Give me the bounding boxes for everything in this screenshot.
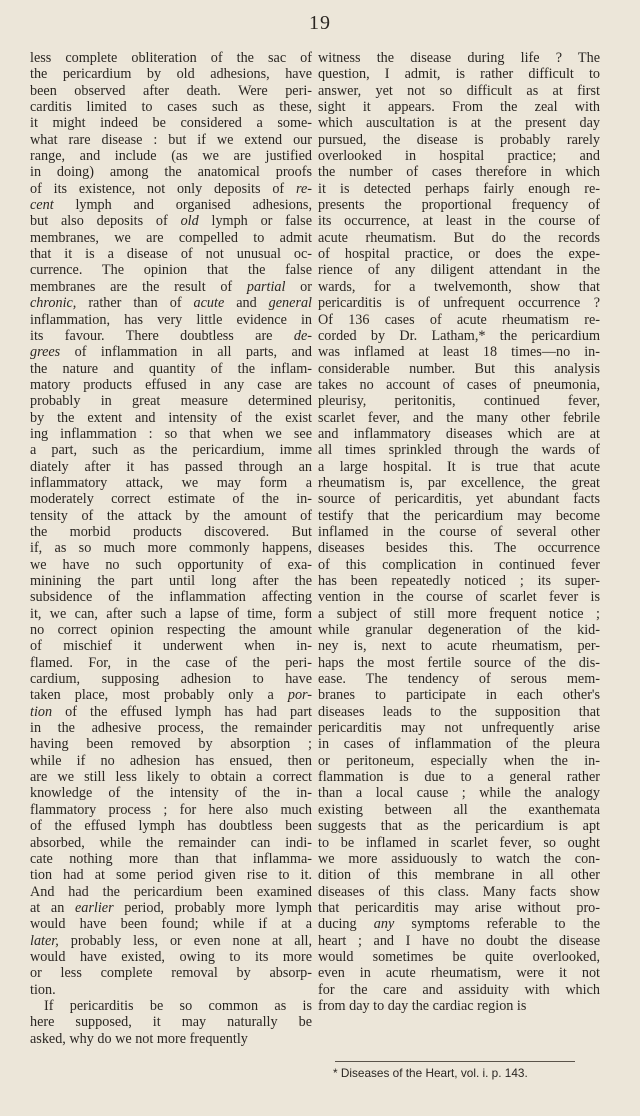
text-line: moderately correct estimate of the in- — [30, 491, 312, 508]
text-line: been observed after death. Were peri- — [30, 82, 312, 99]
text-line: rheumatism is, par excellence, the great — [318, 474, 600, 491]
text-line: answer, yet not so difficult as at first — [318, 82, 600, 99]
text-line: was inflamed at least 18 times—no in- — [318, 344, 600, 361]
text-line: a large hospital. It is true that acute — [318, 458, 600, 475]
text-line: range, and include (as we are justified — [30, 148, 312, 165]
text-line: its favour. There doubtless are de- — [30, 327, 312, 344]
text-line: takes no account of cases of pneumonia, — [318, 376, 600, 393]
text-line: ney is, next to acute rheumatism, per- — [318, 638, 600, 655]
text-line: later, probably less, or even none at all, — [30, 932, 312, 949]
text-line: membranes, we are compelled to admit — [30, 229, 312, 246]
text-line: absorbed, while the remainder can indi- — [30, 834, 312, 851]
text-line: which auscultation is at the present day — [318, 115, 600, 132]
text-line: minining the part until long after the — [30, 573, 312, 589]
text-line: corded by Dr. Latham,* the pericardium — [318, 327, 600, 344]
text-line: from day to day the cardiac region is — [318, 997, 527, 1014]
text-line: it is detected perhaps fairly enough re- — [318, 180, 600, 197]
text-line: that it is a disease of not unusual oc- — [30, 246, 312, 263]
text-line: rience of any diligent attendant in the — [318, 262, 600, 279]
right-column — [318, 50, 600, 1014]
text-line: all times sprinkled through the wards of — [318, 442, 600, 459]
text-line: that pericarditis may arise without pro- — [318, 899, 600, 916]
text-line: ing inflammation : so that when we see — [30, 425, 312, 442]
text-line: witness the disease during life ? The — [318, 50, 600, 66]
page-number: 19 — [309, 12, 331, 34]
text-line: of its existence, not only deposits of re- — [30, 180, 312, 197]
text-line: diately after it has passed through an — [30, 458, 312, 475]
text-line: for the care and assiduity with which — [318, 981, 600, 998]
text-line: tion of the effused lymph has had part — [30, 703, 312, 720]
text-line: its occurrence, at least in the course of — [318, 213, 600, 230]
text-line: the number of cases therefore in which — [318, 164, 600, 181]
text-line: diseases of this class. Many facts show — [318, 883, 600, 900]
text-line: ducing any symptoms referable to the — [318, 916, 600, 933]
text-line: suggests that as the pericardium is apt — [318, 818, 600, 835]
text-line: flammation is due to a general rather — [318, 769, 600, 786]
text-line: heart ; and I have no doubt the disease — [318, 932, 600, 949]
text-line: and inflammatory diseases which are at — [318, 425, 600, 442]
text-line: would sometimes be quite overlooked, — [318, 948, 600, 965]
text-line: a part, such as the pericardium, imme — [30, 442, 312, 459]
text-line: acute rheumatism. But do the records — [318, 229, 600, 246]
text-line: scarlet fever, and the many other febrile — [318, 409, 600, 426]
text-line: the pericardium by old adhesions, have — [30, 66, 312, 83]
text-line: presents the proportional frequency of — [318, 197, 600, 214]
text-line: knowledge of the intensity of the in- — [30, 785, 312, 802]
text-line: membranes are the result of partial or — [30, 278, 312, 295]
text-line: pericarditis is of unfrequent occurrence ? — [318, 295, 600, 312]
text-line: of hospital practice, or does the expe- — [318, 246, 600, 263]
text-line: inflammatory attack, we may form a — [30, 474, 312, 491]
text-line: than a local cause ; while the analogy — [318, 785, 600, 802]
text-line: pleurisy, peritonitis, continued fever, — [318, 393, 600, 410]
text-line: tion. — [30, 981, 56, 998]
text-line: subsidence of the inflammation affecting — [30, 589, 312, 606]
text-line: while if no adhesion has ensued, then — [30, 752, 312, 769]
text-line: probably in great measure determined — [30, 393, 312, 410]
text-line: matory products effused in any case are — [30, 376, 312, 393]
text-line: source of pericarditis, yet abundant facts — [318, 491, 600, 508]
text-line: the morbid products discovered. But — [30, 523, 312, 540]
text-line: having been removed by absorption ; — [30, 736, 312, 753]
text-line: it, we can, after such a lapse of time, form — [30, 605, 312, 622]
text-line: testify that the pericardium may become — [318, 507, 600, 524]
text-line: the nature and quantity of the inflam- — [30, 360, 312, 377]
text-line: at an earlier period, probably more lymph — [30, 899, 312, 916]
text-line: it might indeed be considered a some- — [30, 115, 312, 132]
text-line: existing between all the exanthemata — [318, 801, 600, 818]
text-line: we have no such opportunity of exa- — [30, 556, 312, 573]
text-line: pursued, the disease is probably rarely — [318, 131, 600, 148]
text-line: question, I admit, is rather difficult to — [318, 66, 600, 83]
text-line: If pericarditis be so common as is — [44, 997, 312, 1014]
text-line: ease. The tendency of serous mem- — [318, 671, 600, 688]
text-line: grees of inflammation in all parts, and — [30, 344, 312, 361]
text-line: wards, for a twelvemonth, show that — [318, 278, 600, 295]
text-line: would have existed, owing to its more — [30, 948, 312, 965]
text-line: or less complete removal by absorp- — [30, 965, 312, 982]
text-line: taken place, most probably only a por- — [30, 687, 312, 704]
text-line: less complete obliteration of the sac of — [30, 50, 312, 66]
text-line: of mischief it underwent when in- — [30, 638, 312, 655]
text-line: even in acute rheumatism, were it not — [318, 965, 600, 982]
text-line: flamed. For, in the case of the peri- — [30, 654, 312, 671]
footnote-rule — [335, 1061, 575, 1062]
text-line: vention in the course of scarlet fever is — [318, 589, 600, 606]
text-line: if, as so much more commonly happens, — [30, 540, 312, 557]
text-line: considerable number. But this analysis — [318, 360, 600, 377]
footnote: * Diseases of the Heart, vol. i. p. 143. — [333, 1066, 528, 1080]
text-line: no correct opinion respecting the amount — [30, 622, 312, 639]
text-line: And had the pericardium been examined — [30, 883, 312, 900]
text-line: overlooked in hospital practice; and — [318, 148, 600, 165]
text-line: diseases besides this. The occurrence — [318, 540, 600, 557]
text-line: in doing) among the anatomical proofs — [30, 164, 312, 181]
text-line: by the extent and intensity of the exist — [30, 409, 312, 426]
text-line: tion had at some period given rise to it. — [30, 867, 312, 884]
text-line: haps the most fertile source of the dis- — [318, 654, 600, 671]
text-line: tensity of the attack by the amount of — [30, 507, 312, 524]
text-line: of this complication in continued fever — [318, 556, 600, 573]
text-line: dition of this membrane in all other — [318, 867, 600, 884]
text-line: what rare disease : but if we extend our — [30, 131, 312, 148]
text-line: a subject of still more frequent notice ; — [318, 605, 600, 622]
text-line: diseases leads to the supposition that — [318, 703, 600, 720]
text-line: would have been found; while if at a — [30, 916, 312, 933]
text-line: branes to participate in each other's — [318, 687, 600, 704]
text-line: in the adhesive process, the remainder — [30, 720, 312, 737]
text-line: Of 136 cases of acute rheumatism re- — [318, 311, 600, 328]
text-line: cent lymph and organised adhesions, — [30, 197, 312, 214]
text-line: cate nothing more than that inflamma- — [30, 850, 312, 867]
text-line: here supposed, it may naturally be — [30, 1014, 312, 1031]
text-line: asked, why do we not more frequently — [30, 1030, 248, 1047]
text-line: cardium, supposing adhesion to have — [30, 671, 312, 688]
text-line: flammatory process ; for here also much — [30, 801, 312, 818]
text-line: has been repeatedly noticed ; its super- — [318, 573, 600, 589]
text-line: currence. The opinion that the false — [30, 262, 312, 279]
text-line: or peritoneum, especially when the in- — [318, 752, 600, 769]
text-line: to be inflamed in scarlet fever, so ought — [318, 834, 600, 851]
text-line: in cases of inflammation of the pleura — [318, 736, 600, 753]
left-column — [30, 50, 312, 1047]
text-line: while granular degeneration of the kid- — [318, 622, 600, 639]
text-line: chronic, rather than of acute and general — [30, 295, 312, 312]
text-line: sight it appears. From the zeal with — [318, 99, 600, 116]
text-line: we more assiduously to watch the con- — [318, 850, 600, 867]
text-line: carditis limited to cases such as these, — [30, 99, 312, 116]
text-line: are we still less likely to obtain a correct — [30, 769, 312, 786]
text-line: of the effused lymph has doubtless been — [30, 818, 312, 835]
text-line: inflamed in the course of several other — [318, 523, 600, 540]
text-line: inflammation, has very little evidence in — [30, 311, 312, 328]
text-line: pericarditis may not unfrequently arise — [318, 720, 600, 737]
text-line: but also deposits of old lymph or false — [30, 213, 312, 230]
